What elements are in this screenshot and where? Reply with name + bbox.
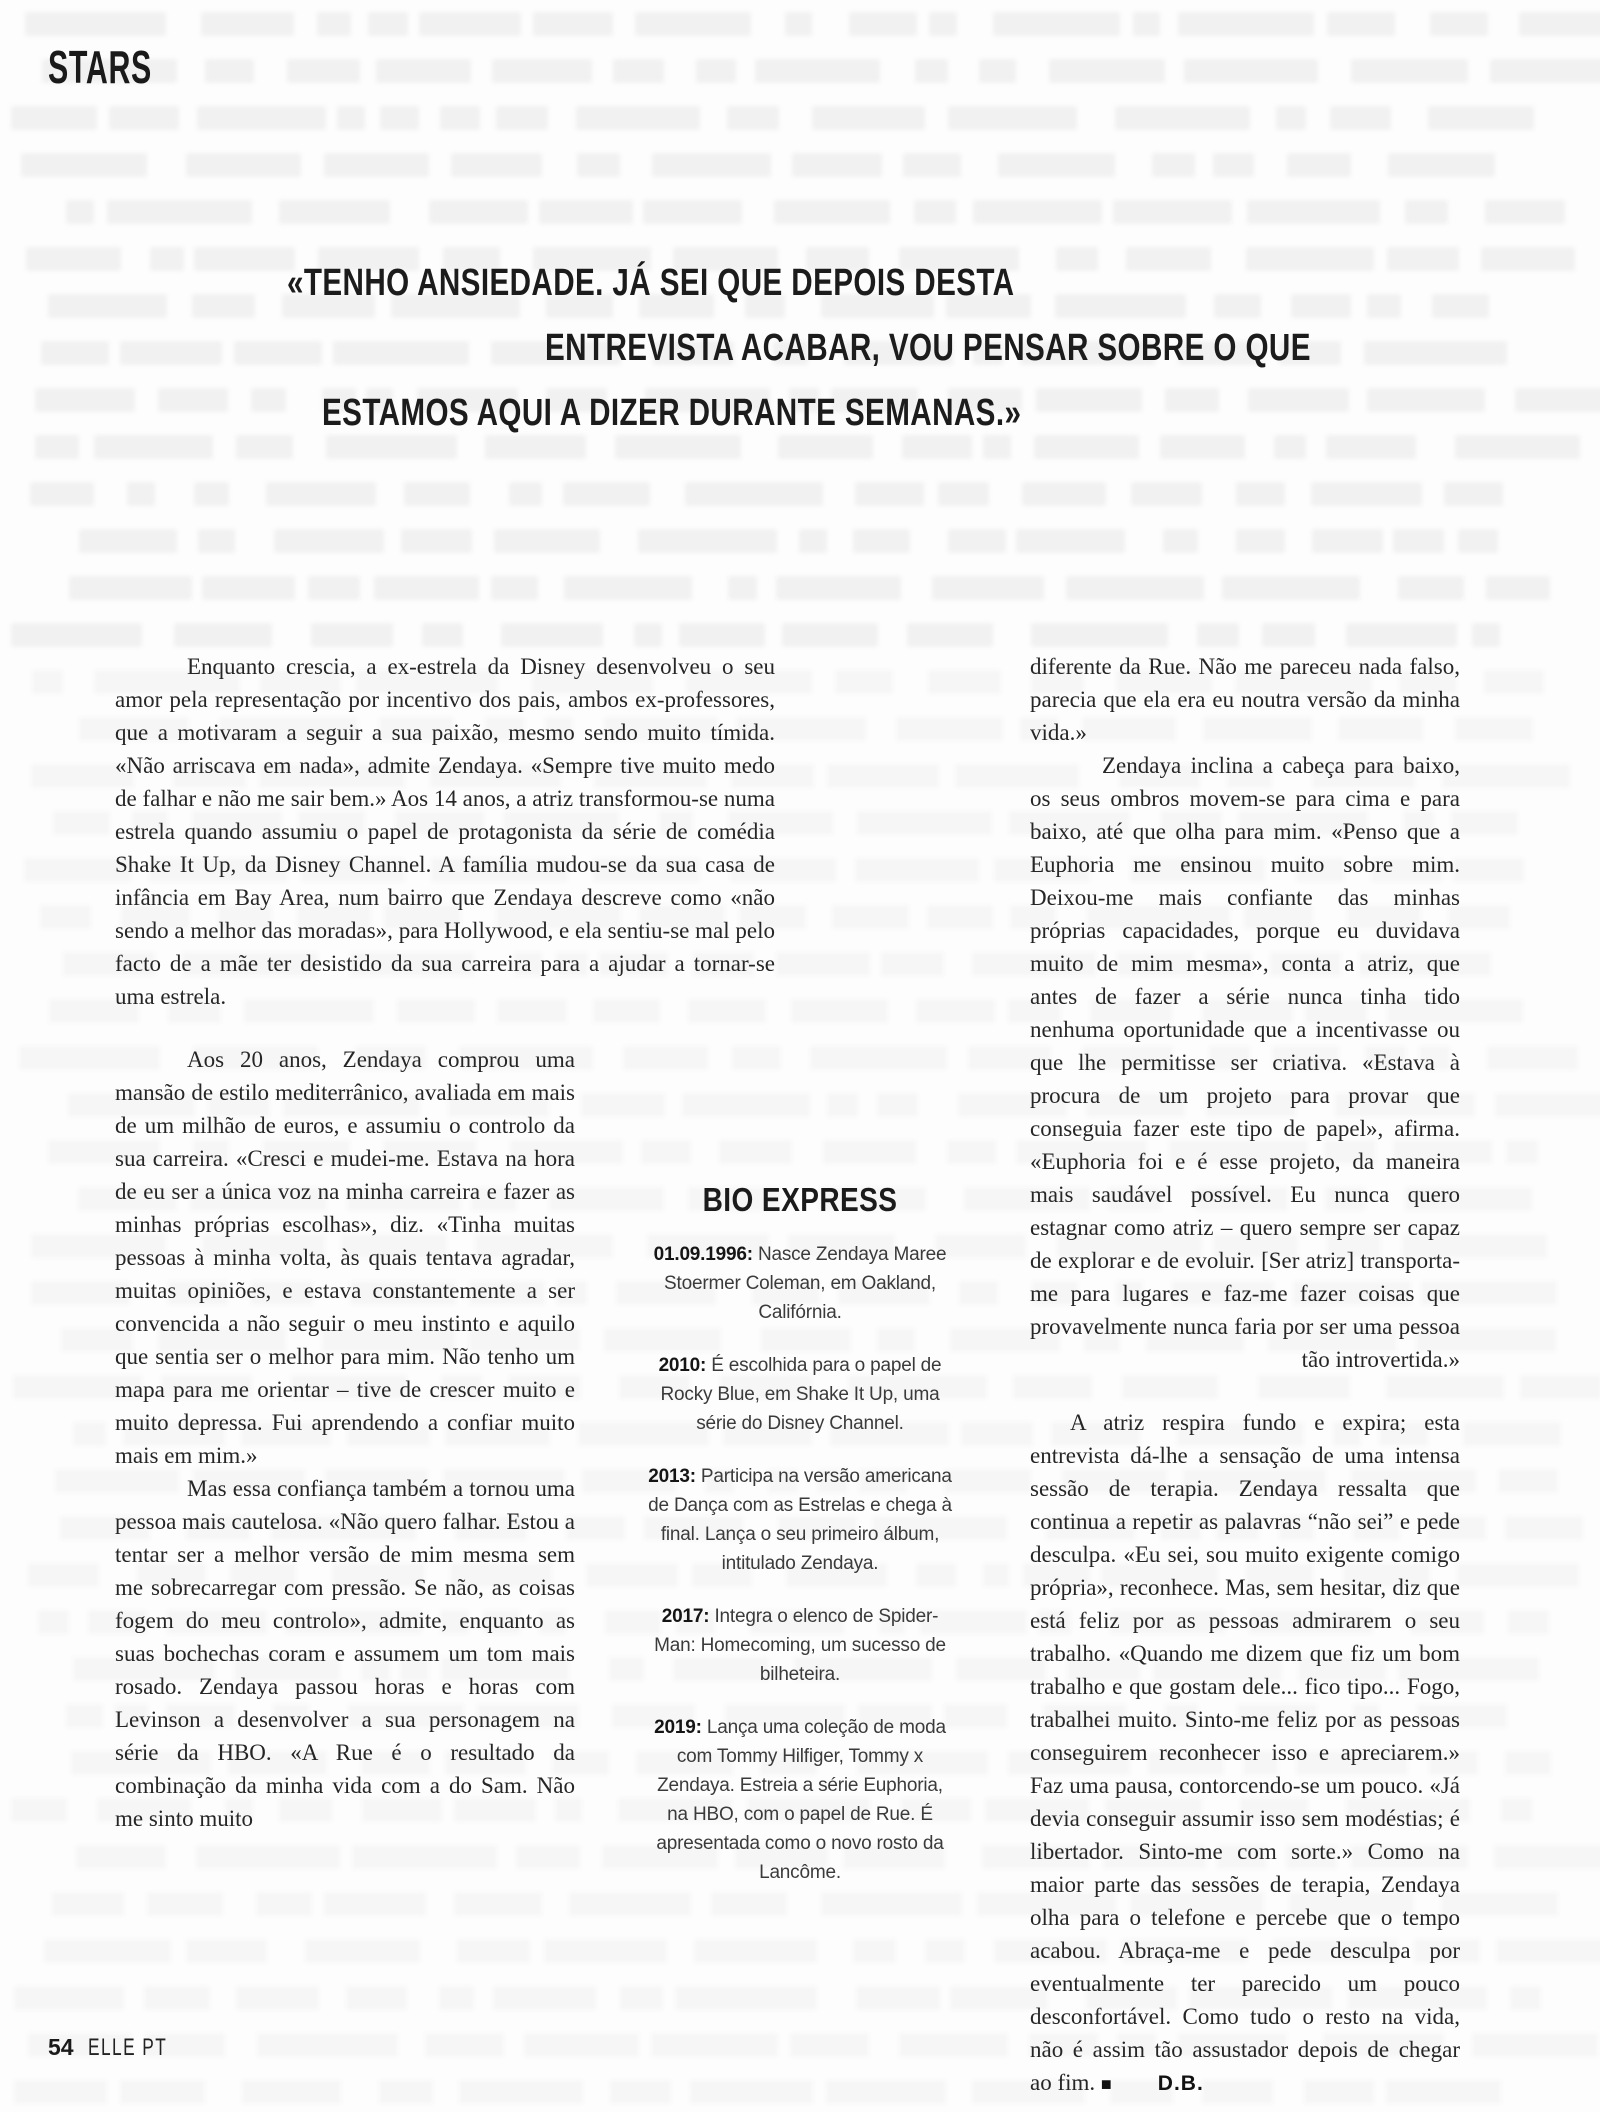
bio-entry [645,1351,955,1438]
bio-express-title: BIO EXPRESS [702,1181,898,1218]
article-paragraph: diferente da Rue. Não me pareceu nada falso, parecia que ela era eu noutra versão da minha vida.» [1030,654,1460,745]
bio-entry-text: Lança uma coleção de moda com Tommy Hilfiger, Tommy x Zendaya. Estreia a série Euphoria, na HBO, com o papel de Rue. É apresentada como o novo rosto da Lancôme. [656,1717,946,1883]
pull-quote-line: ENTREVISTA ACABAR, VOU PENSAR SOBRE O QUE [545,327,1311,369]
pull-quote-line: «TENHO ANSIEDADE. JÁ SEI QUE DEPOIS DESTA [287,262,1015,304]
author-initials: D.B. [1157,2072,1204,2095]
magazine-name: ELLE PT [87,2034,167,2061]
bio-entry-text: É escolhida para o papel de Rocky Blue, em Shake It Up, uma série do Disney Channel. [660,1355,942,1434]
bio-express-entries [645,1240,955,1887]
bio-entry-text: Nasce Zendaya Maree Stoermer Coleman, em Oakland, Califórnia. [664,1244,947,1323]
article-paragraph: Aos 20 anos, Zendaya comprou uma mansão de estilo mediterrânico, avaliada em mais de um milhão de euros, e assumiu o controlo da sua carreira. «Cresci e mudei-me. Estava na hora de eu ser a única voz na minha carreira e fazer as minhas próprias escolhas», diz. «Tinha muitas pessoas à minha volta, às quais tentava agradar, muitas opiniões, e estava constantemente a ser convencida a não seguir o meu instinto e aquilo que sentia ser o melhor para mim. Não tenho um mapa para me orientar – tive de crescer muito e muito depressa. Fui aprendendo a confiar muito mais em mim.» [115,1047,575,1468]
article-paragraph: Enquanto crescia, a ex-estrela da Disney desenvolveu o seu amor pela representação por incentivo dos pais, ambos ex-professores, que a motivaram a seguir a sua paixão, mesmo sendo muito tímida. «Não arriscava em nada», admite Zendaya. «Sempre tive muito medo de falhar e não me sair bem.» Aos 14 anos, a atriz transformou-se numa estrela quando assumiu o papel de protagonista da série de comédia Shake It Up, da Disney Channel. A família mudou-se da sua casa de infância em Bay Area, num bairro que Zendaya descreve como «não sendo a melhor das moradas», para Hollywood, e ela sentiu-se mal pelo facto de a mãe ter desistido da sua carreira para a ajudar a tornar-se uma estrela. [115,654,775,1009]
section-label: STARS [48,41,152,93]
bio-entry-text: Integra o elenco de Spider-Man: Homecoming, um sucesso de bilheteira. [654,1606,946,1685]
pull-quote-line: ESTAMOS AQUI A DIZER DURANTE SEMANAS.» [322,392,1022,434]
bio-entry [645,1713,955,1887]
end-mark-icon: ■ [1100,2074,1112,2094]
bio-entry-date: 2013: [648,1466,696,1487]
article-paragraph-text: A atriz respira fundo e expira; esta entrevista dá-lhe a sensação de uma intensa sessão de terapia. Zendaya ressalta que continua a repetir as palavras “não sei” e pede desculpa. «Eu sei, sou muito exigente comigo própria», reconhece. Mas, sem hesitar, diz que está feliz por as pessoas admirarem o seu trabalho. «Quando me dizem que fiz um bom trabalho e que gostam dele... fico tipo... Fogo, trabalhei muito. Sinto-me feliz por as pessoas conseguirem reconhecer isso e apreciarem.» Faz uma pausa, contorcendo-se um pouco. «Já devia conseguir assumir isso sem modéstias; é libertador. Sinto-me com sorte.» Como na maior parte das sessões de terapia, Zendaya olha para o telefone e percebe que o tempo acabou. Abraça-me e pede desculpa por eventualmente ter parecido um pouco desconfortável. Como tudo o resto na vida, não é assim tão assustador depois de chegar ao fim. [1030,1410,1460,2095]
bio-entry-date: 2017: [661,1606,710,1627]
bio-entry [645,1240,955,1327]
page-number: 54 [48,2034,74,2060]
bio-entry [645,1602,955,1689]
bio-entry-date: 01.09.1996: [653,1244,753,1265]
bio-entry-date: 2019: [654,1717,702,1738]
bio-entry-date: 2010: [658,1355,707,1376]
article-paragraph: Zendaya inclina a cabeça para baixo, os seus ombros movem-se para cima e para baixo, até que olha para mim. «Penso que a Euphoria me ensinou muito sobre mim. Deixou-me mais confiante das minhas próprias capacidades, porque eu duvidava muito de mim mesma», conta a atriz, que antes de fazer a série nunca tinha tido nenhuma oportunidade que a incentivasse ou que lhe permitisse ser criativa. «Estava à procura de um projeto para provar que conseguia fazer este tipo de papel», afirma. «Euphoria foi e é esse projeto, da maneira mais saudável possível. Eu nunca quero estagnar como atriz – quero sempre ser capaz de explorar e de evoluir. [Ser atriz] transporta-me para lugares e faz-me fazer coisas que provavelmente nunca faria por ser uma pessoa tão introvertida.» [1030,753,1460,1372]
bio-entry-text: Participa na versão americana de Dança com as Estrelas e chega à final. Lança o seu primeiro álbum, intitulado Zendaya. [648,1466,952,1574]
article-paragraph: Mas essa confiança também a tornou uma pessoa mais cautelosa. «Não quero falhar. Estou a tentar ser a melhor versão de mim mesma sem me sobrecarregar com pressão. Se não, as coisas fogem do meu controlo», admite, enquanto as suas bochechas coram e assumem um tom mais rosado. Zendaya passou horas e horas com Levinson a desenvolver a sua personagem na série da HBO. «A Rue é o resultado da combinação da minha vida com a do Sam. Não me sinto muito [115,1476,575,1831]
bio-entry [645,1462,955,1578]
page-footer [48,2034,198,2062]
bio-express-box [645,1181,955,1911]
